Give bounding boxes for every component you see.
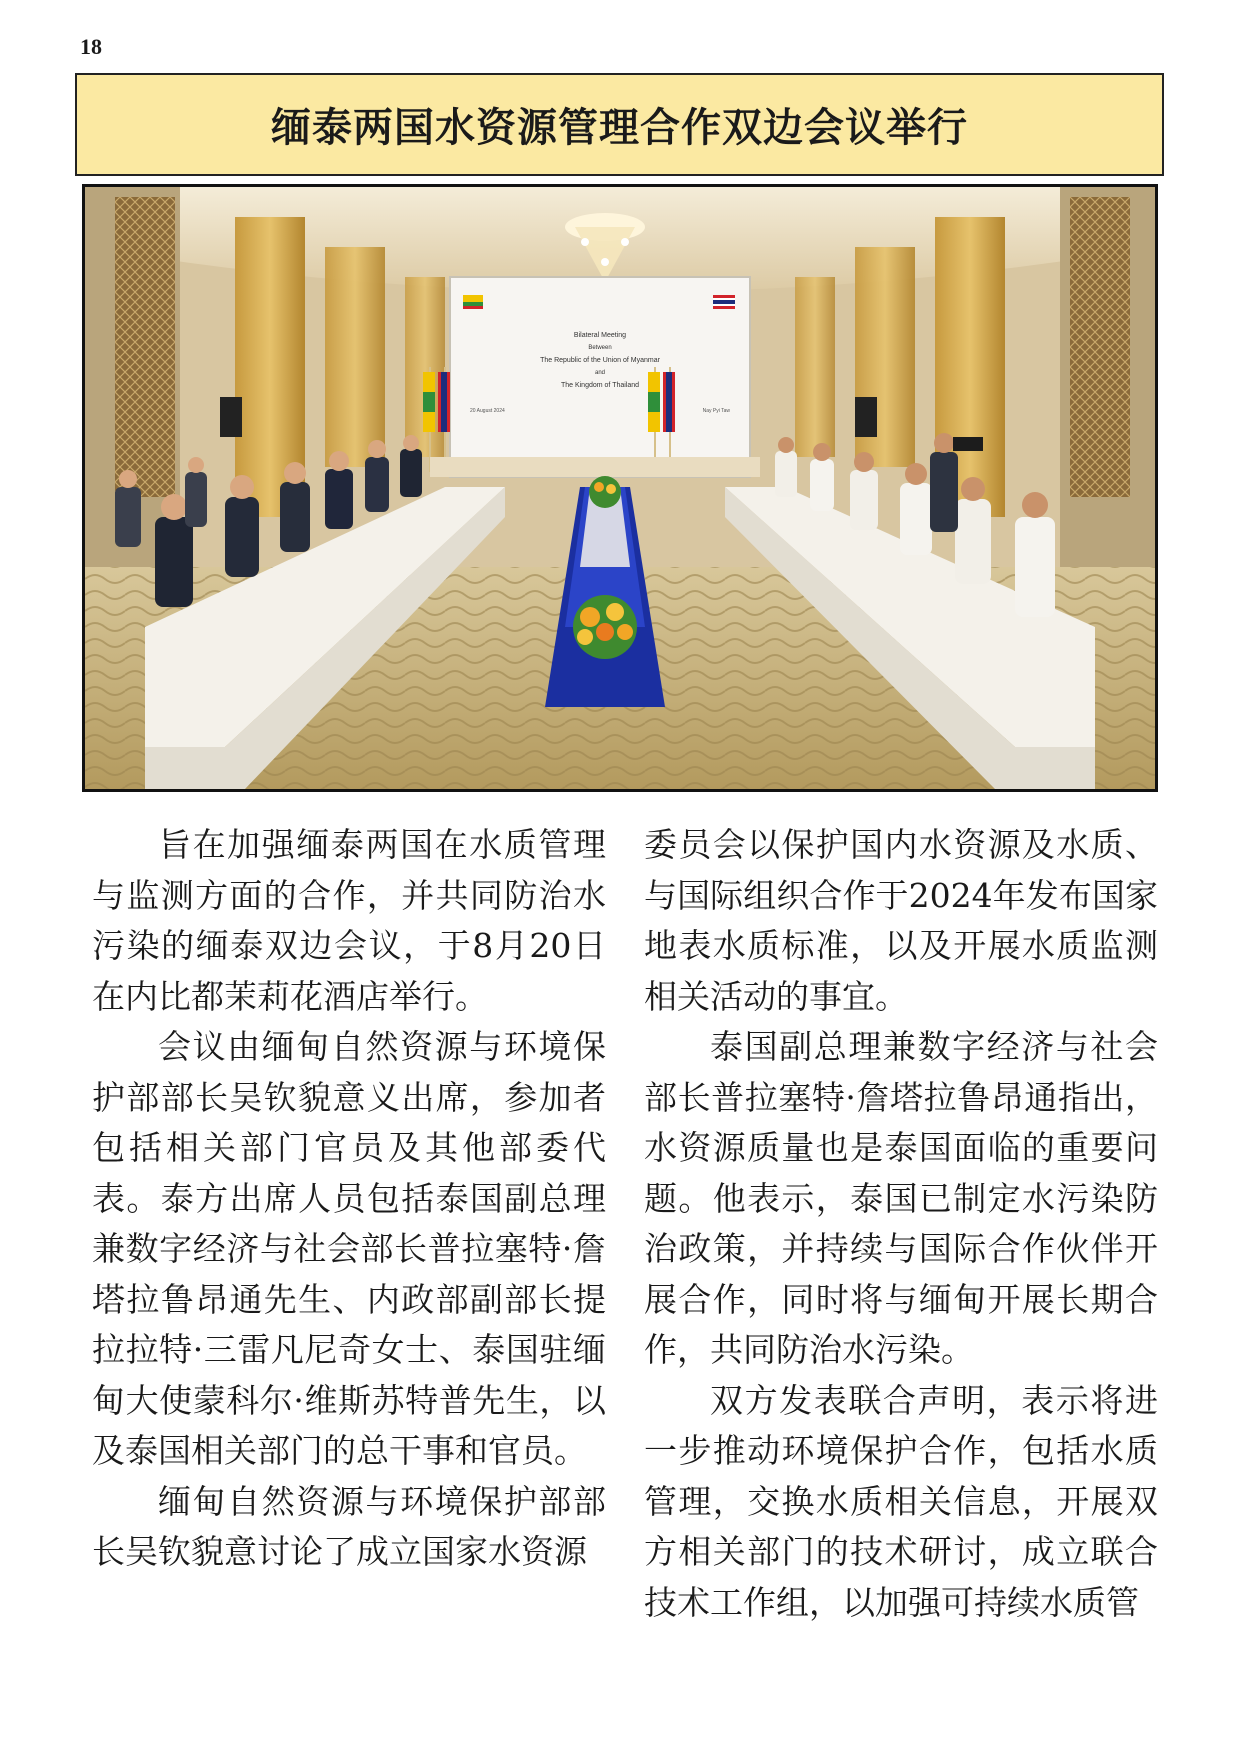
left-paragraph-1: 旨在加强缅泰两国在水质管理与监测方面的合作，并共同防治水污染的缅泰双边会议，于8月20日在内比都茉莉花酒店举行。 [92, 825, 606, 1016]
right-lattice-panel [1070, 197, 1130, 497]
projection-screen [450, 277, 750, 477]
meeting-room-illustration [85, 187, 1155, 789]
slide-line-3: The Republic of the Union of Myanmar [540, 357, 660, 364]
slide-line-1: Bilateral Meeting [573, 332, 627, 339]
title-box [75, 73, 1164, 176]
slide-footer-left: 20 August 2024 [470, 408, 505, 414]
page-title: 缅泰两国水资源管理合作双边会议举行 [271, 104, 968, 151]
right-speaker [855, 397, 877, 437]
page-number: 18 [80, 34, 102, 59]
slide-line-4: and [594, 370, 606, 376]
left-paragraph-3: 缅甸自然资源与环境保护部部长吴钦貌意讨论了成立国家水资源 [92, 1481, 606, 1571]
right-paragraph-1: 泰国副总理兼数字经济与社会部长普拉塞特·詹塔拉鲁昂通指出，水资源质量也是泰国面临的重要问题。他表示，泰国已制定水污染防治政策，并持续与国际合作伙伴开展合作，同时将与缅甸开展长期合作，共同防治水污染。 [644, 1027, 1158, 1369]
right-paragraph-2: 双方发表联合声明，表示将进一步推动环境保护合作，包括水质管理，交换水质相关信息，开展双方相关部门的技术研讨，成立联合技术工作组，以加强可持续水质管 [644, 1380, 1158, 1622]
left-paragraph-2: 会议由缅甸自然资源与环境保护部部长吴钦貌意义出席，参加者包括相关部门官员及其他部委代表。泰方出席人员包括泰国副总理兼数字经济与社会部长普拉塞特·詹塔拉鲁昂通先生、内政部副部长提拉拉特·三雷凡尼奇女士、泰国驻缅甸大使蒙科尔·维斯苏特普先生，以及泰国相关部门的总干事和官员。 [92, 1027, 606, 1470]
right-paragraph-continued: 委员会以保护国内水资源及水质、与国际组织合作于2024年发布国家地表水质标准，以及开展水质监测相关活动的事宜。 [644, 825, 1158, 1016]
flower-arrangement-front [573, 595, 637, 659]
slide-line-2: Between [588, 345, 612, 351]
slide-footer-right: Nay Pyi Taw [702, 408, 730, 414]
right-column [644, 820, 1158, 1628]
meeting-photo [82, 184, 1158, 792]
flower-arrangement-back [589, 476, 621, 508]
left-column [92, 820, 606, 1578]
slide-line-5: The Kingdom of Thailand [560, 382, 640, 389]
video-camera-icon [953, 437, 983, 451]
left-lattice-panel [115, 197, 175, 497]
left-speaker [220, 397, 242, 437]
